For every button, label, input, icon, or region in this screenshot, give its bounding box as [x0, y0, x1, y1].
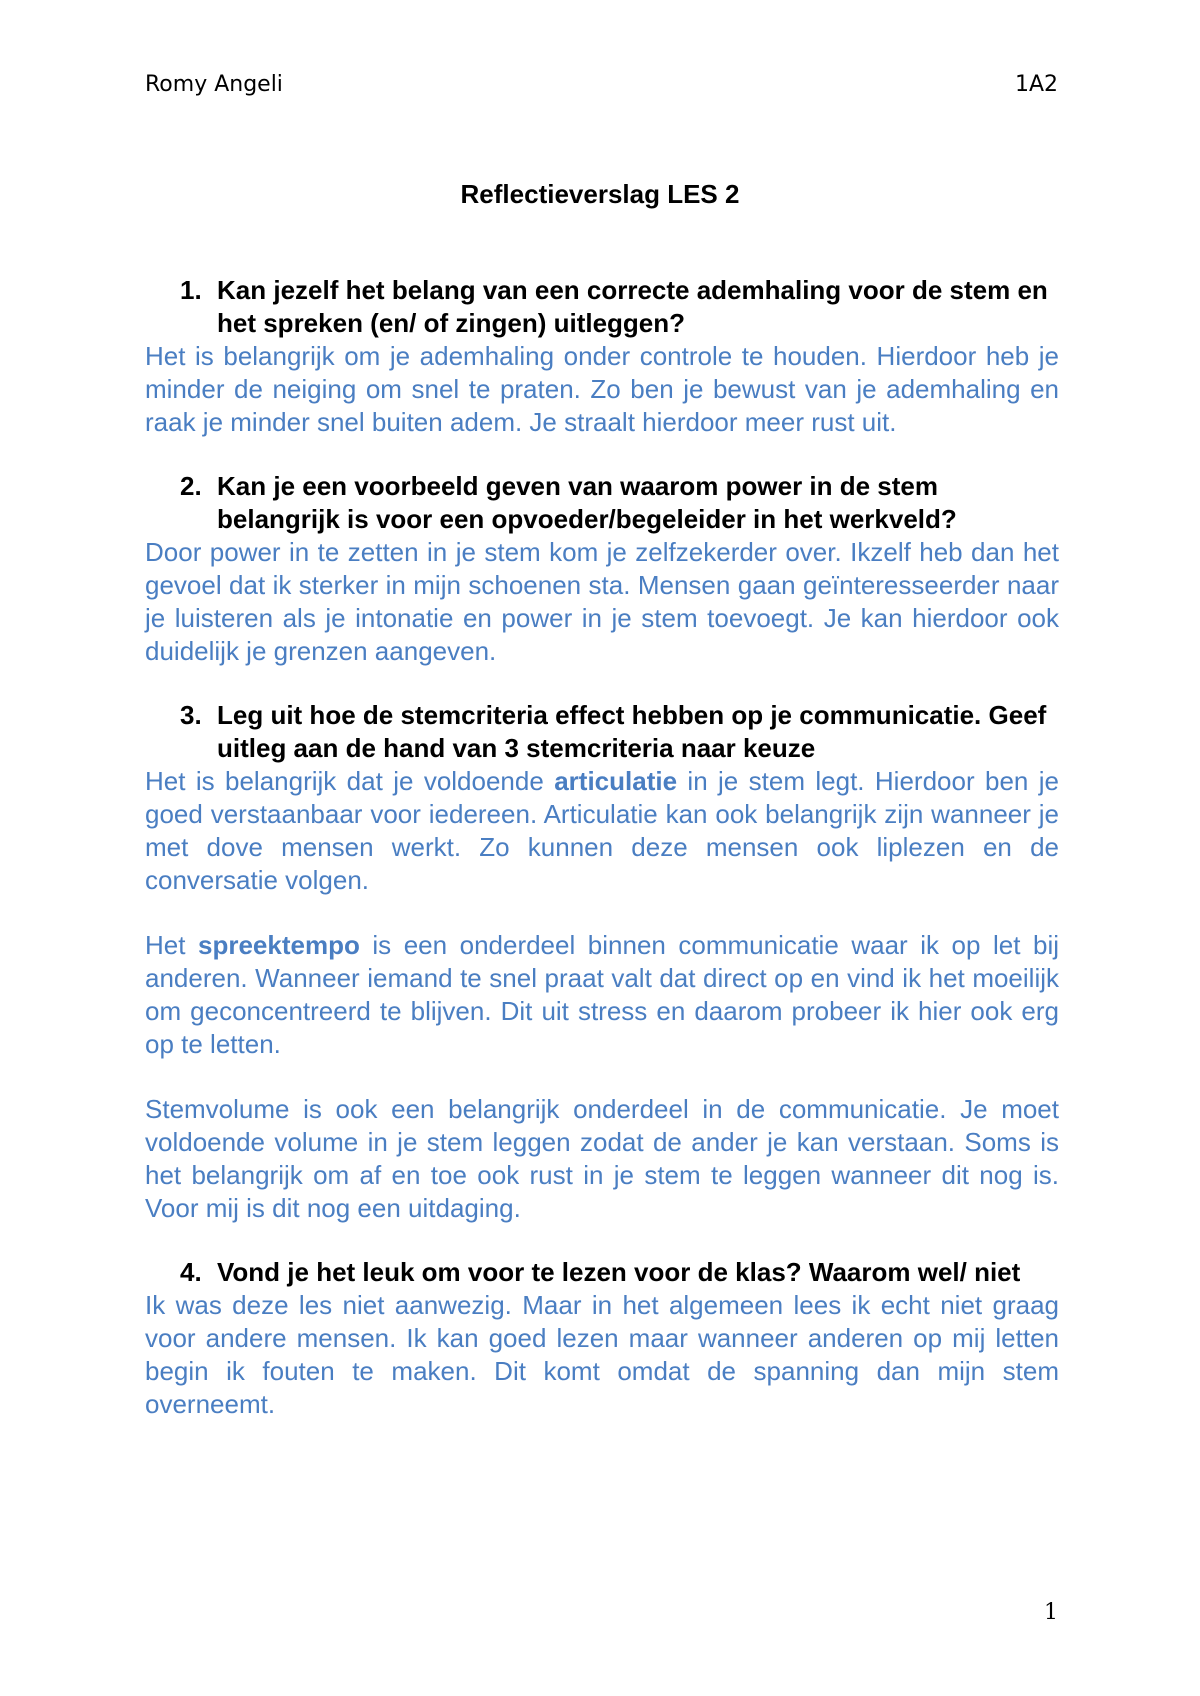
answer-text: Het [145, 930, 198, 960]
question-2 [180, 470, 1059, 536]
document-title: Reflectieverslag LES 2 [460, 179, 740, 209]
question-4 [180, 1256, 1059, 1289]
answer-text: is een onderdeel binnen communicatie waar ik op let bij anderen. Wanneer iemand te snel praat valt dat direct op en vind ik het moeilijk om geconcentreerd te blijven. Dit uit stress en daarom probeer ik hier ook erg op te letten. [145, 930, 1059, 1059]
question-number: 3. [180, 700, 202, 730]
class-code: 1A2 [1014, 72, 1058, 97]
page-header [145, 70, 1058, 100]
answer-3-spreektempo [145, 929, 1059, 1061]
question-text: Kan je een voorbeeld geven van waarom power in de stem belangrijk is voor een opvoeder/begeleider in het werkveld? [217, 471, 957, 534]
page-number: 1 [1044, 1600, 1058, 1625]
question-3 [180, 699, 1059, 765]
question-1 [180, 274, 1059, 340]
answer-1: Het is belangrijk om je ademhaling onder controle te houden. Hierdoor heb je minder de neiging om snel te praten. Zo ben je bewust van je ademhaling en raak je minder snel buiten adem. Je straalt hierdoor meer rust uit. [145, 341, 1059, 437]
question-text: Kan jezelf het belang van een correcte ademhaling voor de stem en het spreken (en/ of zingen) uitleggen? [217, 275, 1048, 338]
question-number: 1. [180, 275, 202, 305]
answer-text: in je stem legt. Hierdoor ben je goed verstaanbaar voor iedereen. Articulatie kan ook belangrijk zijn wanneer je met dove mensen werkt. Zo kunnen deze mensen ook liplezen en de conversatie volgen. [145, 766, 1059, 895]
criterion-term: articulatie [554, 766, 678, 796]
answer-3-articulatie [145, 765, 1059, 897]
question-text: Leg uit hoe de stemcriteria effect hebben op je communicatie. Geef uitleg aan de hand van 3 stemcriteria naar keuze [217, 700, 1047, 763]
question-number: 2. [180, 471, 202, 501]
answer-3-stemvolume: Stemvolume is ook een belangrijk onderdeel in de communicatie. Je moet voldoende volume in je stem leggen zodat de ander je kan verstaan. Soms is het belangrijk om af en toe ook rust in je stem te leggen wanneer dit nog is. Voor mij is dit nog een uitdaging. [145, 1094, 1059, 1223]
criterion-term: spreektempo [198, 930, 360, 960]
answer-2: Door power in te zetten in je stem kom je zelfzekerder over. Ikzelf heb dan het gevoel dat ik sterker in mijn schoenen sta. Mensen gaan geïnteresseerder naar je luisteren als je intonatie en power in je stem toevoegt. Je kan hierdoor ook duidelijk je grenzen aangeven. [145, 537, 1059, 666]
question-text: Vond je het leuk om voor te lezen voor de klas? Waarom wel/ niet [217, 1257, 1021, 1287]
answer-4: Ik was deze les niet aanwezig. Maar in het algemeen lees ik echt niet graag voor andere mensen. Ik kan goed lezen maar wanneer anderen op mij letten begin ik fouten te maken. Dit komt omdat de spanning dan mijn stem overneemt. [145, 1290, 1059, 1419]
author-name: Romy Angeli [145, 72, 283, 97]
answer-text: Het is belangrijk dat je voldoende [145, 766, 555, 796]
document-body [145, 274, 1059, 1421]
question-number: 4. [180, 1257, 202, 1287]
